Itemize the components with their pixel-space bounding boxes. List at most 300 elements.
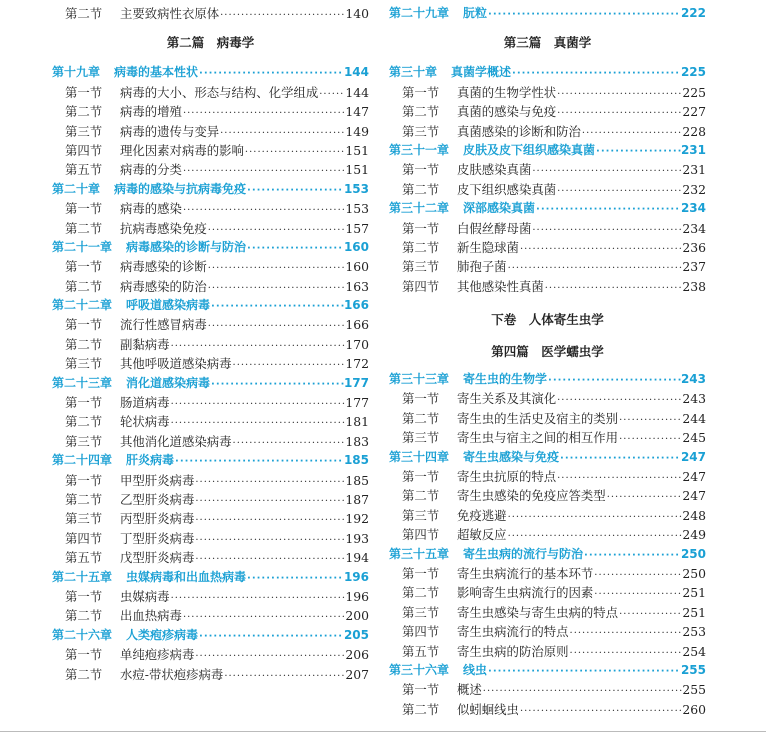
section-label: 第三节 xyxy=(402,604,440,620)
section-title: 病毒的分类 xyxy=(120,162,182,178)
toc-section-row[interactable] xyxy=(52,529,369,548)
page-number: 243 xyxy=(682,391,706,407)
page-number: 205 xyxy=(343,627,369,642)
toc-section-row[interactable] xyxy=(52,4,369,23)
page-number: 200 xyxy=(345,608,369,624)
section-title: 病毒的大小、形态与结构、化学组成 xyxy=(120,84,319,100)
leader-dots xyxy=(246,569,344,587)
leader-dots xyxy=(559,449,681,467)
toc-section-row[interactable] xyxy=(52,412,369,431)
toc-section-row[interactable] xyxy=(389,525,706,544)
page-number: 147 xyxy=(345,104,369,120)
leader-dots xyxy=(556,182,682,199)
chapter-label: 第二十一章 xyxy=(52,239,113,254)
section-title: 寄生虫的生活史及宿主的类别 xyxy=(457,410,619,426)
leader-dots xyxy=(194,550,345,567)
page-number: 187 xyxy=(345,491,369,507)
toc-section-row[interactable] xyxy=(52,122,369,141)
leader-dots xyxy=(569,644,683,661)
section-label: 第三节 xyxy=(402,507,440,523)
section-label: 第一节 xyxy=(65,84,103,100)
chapter-label: 第三十三章 xyxy=(389,372,450,387)
section-title: 肠道病毒 xyxy=(120,395,170,411)
section-label: 第一节 xyxy=(65,647,103,663)
toc-section-row[interactable] xyxy=(389,622,706,641)
section-label: 第一节 xyxy=(65,472,103,488)
leader-dots xyxy=(223,667,345,684)
section-title: 虫媒病毒 xyxy=(120,588,170,604)
leader-dots xyxy=(207,279,346,296)
toc-section-row[interactable] xyxy=(389,583,706,602)
toc-chapter-row[interactable] xyxy=(389,448,706,467)
page-number: 232 xyxy=(682,181,706,197)
section-label: 第二节 xyxy=(65,104,103,120)
page-number: 222 xyxy=(680,6,706,20)
leader-dots xyxy=(232,434,346,451)
leader-dots xyxy=(618,411,682,428)
section-title: 寄生虫与宿主之间的相互作用 xyxy=(457,430,619,446)
section-title: 丙型肝炎病毒 xyxy=(120,511,195,527)
page-number: 185 xyxy=(343,453,369,468)
toc-chapter-row[interactable] xyxy=(389,661,706,680)
toc-chapter-row[interactable] xyxy=(389,63,706,82)
leader-dots xyxy=(487,5,681,23)
section-label: 第三节 xyxy=(402,123,440,139)
section-title: 寄生虫病的防治原则 xyxy=(457,643,569,659)
chapter-title: 虫媒病毒和出血热病毒 xyxy=(126,569,247,584)
toc-chapter-row[interactable] xyxy=(52,451,369,470)
page-number: 177 xyxy=(345,395,369,411)
toc-section-row[interactable] xyxy=(389,700,706,719)
page-number: 255 xyxy=(682,682,706,698)
leader-dots xyxy=(556,104,682,121)
section-title: 影响寄生虫病流行的因素 xyxy=(457,585,594,601)
leader-dots xyxy=(595,142,681,160)
leader-dots xyxy=(519,240,682,257)
chapter-label: 第二十二章 xyxy=(52,298,113,313)
part-title: 第三篇 真菌学 xyxy=(503,35,592,51)
page-number: 244 xyxy=(682,410,706,426)
section-title: 单纯疱疹病毒 xyxy=(120,647,195,663)
section-title: 皮肤感染真菌 xyxy=(457,162,532,178)
leader-dots xyxy=(182,162,345,179)
page-number: 196 xyxy=(345,588,369,604)
leader-dots xyxy=(194,511,345,528)
toc-chapter-row[interactable] xyxy=(52,180,369,199)
leader-dots xyxy=(482,682,683,699)
toc-section-row[interactable] xyxy=(389,409,706,428)
leader-dots xyxy=(170,414,346,431)
leader-dots xyxy=(198,627,344,645)
chapter-label: 第三十一章 xyxy=(389,142,450,157)
toc-chapter-row[interactable] xyxy=(52,568,369,587)
toc-section-row[interactable] xyxy=(52,471,369,490)
leader-dots xyxy=(556,391,682,408)
chapter-title: 病毒感染的诊断与防治 xyxy=(126,239,247,254)
section-label: 第二节 xyxy=(402,104,440,120)
page-number: 151 xyxy=(345,142,369,158)
toc-section-row[interactable] xyxy=(52,490,369,509)
leader-dots xyxy=(182,201,345,218)
page-number: 234 xyxy=(680,201,706,216)
page-number: 231 xyxy=(680,142,706,157)
section-label: 第二节 xyxy=(402,488,440,504)
leader-dots xyxy=(606,488,683,505)
leader-dots xyxy=(194,473,345,490)
chapter-title: 病毒的感染与抗病毒免疫 xyxy=(114,181,247,196)
section-label: 第二节 xyxy=(402,701,440,717)
leader-dots xyxy=(487,662,681,680)
section-label: 第二节 xyxy=(65,336,103,352)
leader-dots xyxy=(583,546,681,564)
page-number: 255 xyxy=(680,662,706,677)
toc-section-row[interactable] xyxy=(389,83,706,102)
leader-dots xyxy=(569,624,683,641)
page-number: 194 xyxy=(345,550,369,566)
page-number: 236 xyxy=(682,239,706,255)
toc-section-row[interactable] xyxy=(389,603,706,622)
chapter-title: 肝炎病毒 xyxy=(126,453,175,468)
toc-section-row[interactable] xyxy=(389,160,706,179)
toc-chapter-row[interactable] xyxy=(389,370,706,389)
section-title: 寄生关系及其演化 xyxy=(457,391,557,407)
toc-section-row[interactable] xyxy=(52,102,369,121)
leader-dots xyxy=(210,297,344,315)
section-title: 其他呼吸道感染病毒 xyxy=(120,356,232,372)
toc-section-row[interactable] xyxy=(389,486,706,505)
toc-section-row[interactable] xyxy=(52,141,369,160)
toc-chapter-row[interactable] xyxy=(52,238,369,257)
page-number: 185 xyxy=(345,472,369,488)
leader-dots xyxy=(194,647,345,664)
toc-section-row[interactable] xyxy=(52,432,369,451)
chapter-title: 寄生虫病的流行与防治 xyxy=(463,546,584,561)
page-number: 247 xyxy=(682,488,706,504)
section-label: 第四节 xyxy=(402,278,440,294)
section-label: 第一节 xyxy=(65,201,103,217)
toc-section-row[interactable] xyxy=(52,315,369,334)
toc-section-row[interactable] xyxy=(52,277,369,296)
chapter-title: 寄生虫的生物学 xyxy=(463,372,548,387)
leader-dots xyxy=(194,492,345,509)
section-label: 第一节 xyxy=(402,162,440,178)
page-number: 207 xyxy=(345,666,369,682)
toc-section-row[interactable] xyxy=(389,680,706,699)
leader-dots xyxy=(232,356,346,373)
chapter-label: 第三十二章 xyxy=(389,201,450,216)
section-label: 第一节 xyxy=(65,588,103,604)
section-title: 抗病毒感染免疫 xyxy=(120,220,207,236)
section-label: 第四节 xyxy=(65,142,103,158)
chapter-title: 真菌学概述 xyxy=(451,65,512,80)
section-label: 第二节 xyxy=(65,220,103,236)
section-title: 副黏病毒 xyxy=(120,336,170,352)
section-title: 皮下组织感染真菌 xyxy=(457,181,557,197)
page-number: 251 xyxy=(682,585,706,601)
section-label: 第三节 xyxy=(65,123,103,139)
toc-section-row[interactable] xyxy=(52,393,369,412)
section-label: 第三节 xyxy=(402,259,440,275)
page-number: 140 xyxy=(345,6,369,21)
toc-chapter-row[interactable] xyxy=(389,199,706,218)
leader-dots xyxy=(207,259,346,276)
leader-dots xyxy=(207,317,346,334)
section-title: 轮状病毒 xyxy=(120,414,170,430)
leader-dots xyxy=(170,395,346,412)
part4-chapter-list xyxy=(389,370,706,719)
section-title: 病毒感染的诊断 xyxy=(120,259,207,275)
section-title: 真菌的感染与免疫 xyxy=(457,104,557,120)
toc-section-row[interactable] xyxy=(389,238,706,257)
toc-chapter-row[interactable] xyxy=(52,63,369,82)
section-label: 第五节 xyxy=(65,162,103,178)
toc-section-row[interactable] xyxy=(52,219,369,238)
page-number: 160 xyxy=(343,239,369,254)
section-label: 第一节 xyxy=(402,682,440,698)
section-label: 第二节 xyxy=(65,666,103,682)
toc-chapter-row[interactable] xyxy=(52,374,369,393)
section-label: 第二节 xyxy=(402,239,440,255)
leader-dots xyxy=(182,608,345,625)
page-number: 177 xyxy=(343,375,369,390)
page-number: 260 xyxy=(682,701,706,717)
chapter-title: 线虫 xyxy=(463,662,488,677)
leader-dots xyxy=(593,566,682,583)
section-title: 乙型肝炎病毒 xyxy=(120,491,195,507)
toc-section-row[interactable] xyxy=(52,83,369,102)
toc-section-row[interactable] xyxy=(52,606,369,625)
leader-dots xyxy=(174,452,344,470)
chapter-label: 第三十五章 xyxy=(389,546,450,561)
toc-section-row[interactable] xyxy=(52,335,369,354)
toc-section-row[interactable] xyxy=(52,587,369,606)
section-label: 第一节 xyxy=(402,391,440,407)
page-number: 193 xyxy=(345,530,369,546)
page-number: 251 xyxy=(682,604,706,620)
section-title: 免疫逃避 xyxy=(457,507,507,523)
toc-chapter-row[interactable] xyxy=(52,626,369,645)
page-number: 245 xyxy=(682,430,706,446)
page-number: 196 xyxy=(343,569,369,584)
left-chapter-list xyxy=(52,63,369,684)
leader-dots xyxy=(547,371,681,389)
leader-dots xyxy=(246,239,344,257)
section-label: 第二节 xyxy=(65,6,103,21)
page-number: 163 xyxy=(345,278,369,294)
chapter-title: 深部感染真菌 xyxy=(463,201,536,216)
page-number: 166 xyxy=(345,317,369,333)
toc-section-row[interactable] xyxy=(52,509,369,528)
chapter-label: 第二十三章 xyxy=(52,375,113,390)
leader-dots xyxy=(507,259,683,276)
page-number: 192 xyxy=(345,511,369,527)
chapter-label: 第二十章 xyxy=(52,181,101,196)
leader-dots xyxy=(581,124,682,141)
section-label: 第一节 xyxy=(402,469,440,485)
section-title: 寄生虫抗原的特点 xyxy=(457,469,557,485)
toc-section-row[interactable] xyxy=(52,665,369,684)
section-label: 第一节 xyxy=(402,565,440,581)
section-title: 病毒的增殖 xyxy=(120,104,182,120)
page-number: 248 xyxy=(682,507,706,523)
section-title: 甲型肝炎病毒 xyxy=(120,472,195,488)
toc-section-row[interactable] xyxy=(389,122,706,141)
toc-section-row[interactable] xyxy=(52,354,369,373)
right-column xyxy=(389,0,706,719)
chapter-title: 消化道感染病毒 xyxy=(126,375,211,390)
leader-dots xyxy=(544,279,683,296)
section-label: 第二节 xyxy=(65,491,103,507)
chapter-title: 寄生虫感染与免疫 xyxy=(463,449,560,464)
chapter-label: 第十九章 xyxy=(52,65,101,80)
page-number: 249 xyxy=(682,527,706,543)
leader-dots xyxy=(246,181,344,199)
page-number: 166 xyxy=(343,298,369,313)
toc-section-row[interactable] xyxy=(389,467,706,486)
section-title: 真菌感染的诊断和防治 xyxy=(457,123,581,139)
page-number: 144 xyxy=(345,84,369,100)
section-title: 其他感染性真菌 xyxy=(457,278,544,294)
chapter-title: 人类疱疹病毒 xyxy=(126,627,199,642)
section-title: 寄生虫病流行的特点 xyxy=(457,624,569,640)
page-number: 250 xyxy=(682,565,706,581)
toc-section-row[interactable] xyxy=(389,102,706,121)
leader-dots xyxy=(556,85,682,102)
chapter-label: 第二十五章 xyxy=(52,569,113,584)
section-title: 病毒感染的防治 xyxy=(120,278,207,294)
left-column xyxy=(52,0,369,684)
chapter-label: 第二十四章 xyxy=(52,453,113,468)
toc-section-row[interactable] xyxy=(389,428,706,447)
toc-section-row[interactable] xyxy=(52,160,369,179)
page-number: 206 xyxy=(345,647,369,663)
page-number: 243 xyxy=(680,372,706,387)
toc-section-row[interactable] xyxy=(389,642,706,661)
leader-dots xyxy=(198,64,344,82)
section-title: 水痘-带状疱疹病毒 xyxy=(120,666,224,682)
leader-dots xyxy=(618,430,682,447)
page-number: 254 xyxy=(682,643,706,659)
leader-dots xyxy=(511,64,681,82)
page-number: 237 xyxy=(682,259,706,275)
leader-dots xyxy=(194,531,345,548)
section-label: 第一节 xyxy=(65,259,103,275)
section-label: 第一节 xyxy=(402,220,440,236)
part-title: 第二篇 病毒学 xyxy=(166,35,255,51)
section-label: 第一节 xyxy=(65,317,103,333)
section-label: 第二节 xyxy=(65,278,103,294)
chapter-title: 呼吸道感染病毒 xyxy=(126,298,211,313)
toc-section-row[interactable] xyxy=(389,506,706,525)
chapter-title: 病毒的基本性状 xyxy=(114,65,199,80)
volume-title: 下卷 人体寄生虫学 xyxy=(491,312,604,328)
page-number: 153 xyxy=(345,201,369,217)
leader-dots xyxy=(507,508,683,525)
toc-chapter-row[interactable] xyxy=(52,296,369,315)
section-title: 概述 xyxy=(457,682,482,698)
leader-dots xyxy=(244,143,345,160)
toc-section-row[interactable] xyxy=(389,564,706,583)
chapter-label: 第三十六章 xyxy=(389,662,450,677)
page-number: 247 xyxy=(682,469,706,485)
leader-dots xyxy=(170,337,346,354)
page-number: 153 xyxy=(343,181,369,196)
leader-dots xyxy=(519,702,682,719)
toc-section-row[interactable] xyxy=(52,257,369,276)
page-number: 225 xyxy=(680,65,706,80)
chapter-label: 第三十四章 xyxy=(389,449,450,464)
page-number: 231 xyxy=(682,162,706,178)
page-number: 151 xyxy=(345,162,369,178)
leader-dots xyxy=(219,124,345,141)
page-number: 227 xyxy=(682,104,706,120)
page-number: 144 xyxy=(343,65,369,80)
section-title: 寄生虫感染与寄生虫病的特点 xyxy=(457,604,619,620)
toc-section-row[interactable] xyxy=(389,180,706,199)
section-title: 寄生虫感染的免疫应答类型 xyxy=(457,488,606,504)
section-title: 新生隐球菌 xyxy=(457,239,519,255)
section-label: 第四节 xyxy=(402,624,440,640)
page-number: 157 xyxy=(345,220,369,236)
leader-dots xyxy=(531,162,682,179)
toc-chapter-row[interactable] xyxy=(389,545,706,564)
page-number: 228 xyxy=(682,123,706,139)
chapter-label: 第三十章 xyxy=(389,65,438,80)
section-title: 理化因素对病毒的影响 xyxy=(120,142,244,158)
leader-dots xyxy=(535,200,681,218)
toc-section-row[interactable] xyxy=(52,199,369,218)
section-label: 第五节 xyxy=(65,550,103,566)
toc-section-row[interactable] xyxy=(52,548,369,567)
toc-section-row[interactable] xyxy=(389,257,706,276)
leader-dots xyxy=(207,221,346,238)
section-title: 流行性感冒病毒 xyxy=(120,317,207,333)
section-title: 白假丝酵母菌 xyxy=(457,220,532,236)
leader-dots xyxy=(618,605,682,622)
page-number: 247 xyxy=(680,449,706,464)
page-number: 253 xyxy=(682,624,706,640)
section-title: 寄生虫病流行的基本环节 xyxy=(457,565,594,581)
section-label: 第三节 xyxy=(65,356,103,372)
chapter-label: 第二十六章 xyxy=(52,627,113,642)
toc-section-row[interactable] xyxy=(389,389,706,408)
toc-section-row[interactable] xyxy=(52,645,369,664)
section-label: 第一节 xyxy=(65,395,103,411)
section-label: 第二节 xyxy=(65,414,103,430)
toc-section-row[interactable] xyxy=(389,219,706,238)
section-title: 出血热病毒 xyxy=(120,608,182,624)
section-label: 第五节 xyxy=(402,643,440,659)
section-label: 第二节 xyxy=(402,585,440,601)
section-title: 丁型肝炎病毒 xyxy=(120,530,195,546)
leader-dots xyxy=(531,221,682,238)
section-title: 戊型肝炎病毒 xyxy=(120,550,195,566)
leader-dots xyxy=(593,585,682,602)
part-title: 第四篇 医学蠕虫学 xyxy=(491,344,604,360)
toc-section-row[interactable] xyxy=(389,277,706,296)
section-label: 第四节 xyxy=(402,527,440,543)
page-number: 250 xyxy=(680,546,706,561)
toc-chapter-row[interactable] xyxy=(389,141,706,160)
page-number: 238 xyxy=(682,278,706,294)
section-label: 第一节 xyxy=(402,84,440,100)
section-label: 第三节 xyxy=(65,433,103,449)
section-title: 病毒的感染 xyxy=(120,201,182,217)
section-label: 第二节 xyxy=(65,608,103,624)
leader-dots xyxy=(556,469,682,486)
section-label: 第三节 xyxy=(402,430,440,446)
toc-chapter-row[interactable] xyxy=(389,4,706,23)
